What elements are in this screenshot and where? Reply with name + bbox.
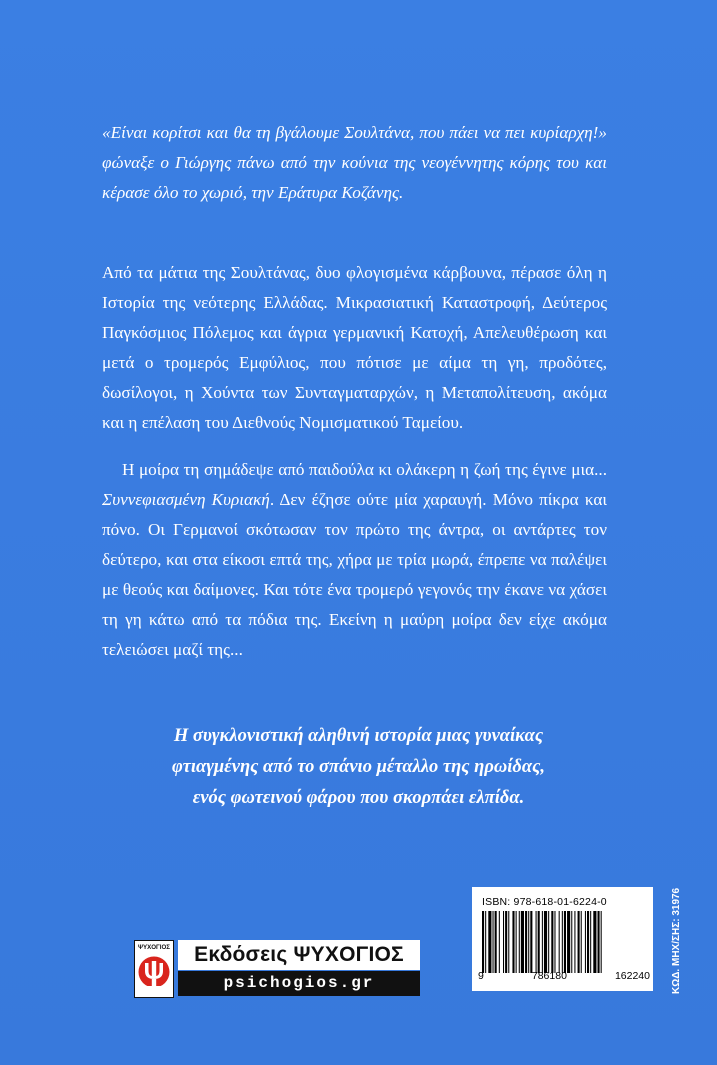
tagline-line: Η συγκλονιστική αληθινή ιστορία μιας γυναίκας [173, 726, 544, 746]
barcode-bar [495, 911, 497, 973]
barcode-bar [530, 911, 532, 973]
barcode-bar [519, 911, 520, 973]
fate-paragraph-start: Η μοίρα τη σημάδεψε από παιδούλα κι ολάκερη η ζωή της έγινε μια... [122, 460, 607, 479]
barcode-bar [493, 911, 494, 973]
fate-paragraph-end: . Δεν έζησε ούτε μία χαραυγή. Μόνο πίκρα και πόνο. Οι Γερμανοί σκότωσαν τον πρώτο της άντρα, οι αντάρτες τον δεύτερο, και στα είκοσι επτά της, χήρα με τρία μωρά, έπρεπε να παλέψει με θεούς και δαίμονες. Και τότε ένα τρομερό γεγονός την έκανε να χάσει τη γη κάτω από τα πόδια της. Εκείνη η μαύρη μοίρα δεν είχε ακόμα τελειώσει μαζί της... [102, 490, 607, 659]
barcode-bar [525, 911, 527, 973]
intro-paragraph: «Είναι κορίτσι και θα τη βγάλουμε Σουλτάνα, που πάει να πει κυρίαρχη!» φώναξε ο Γιώργης πάνω από την κούνια της νεογέννητης κόρης του και κέρασε όλο το χωριό, την Εράτυρα Κοζάνης. [102, 123, 607, 202]
barcode-bar [538, 911, 540, 973]
barcode-bar [567, 911, 570, 973]
barcode-bar [528, 911, 529, 973]
barcode-bar [536, 911, 537, 973]
tagline [60, 721, 657, 814]
barcode-bar [554, 911, 555, 973]
barcode-digit-group: 786180 [531, 970, 567, 982]
barcode-bar [581, 911, 582, 973]
publisher-name: Εκδόσεις ΨΥΧΟΓΙΟΣ [178, 940, 420, 970]
history-paragraph: Από τα μάτια της Σουλτάνας, δυο φλογισμένα κάρβουνα, πέρασε όλη η Ιστορία της νεότερης Ελλάδας. Μικρασιατική Καταστροφή, Δεύτερος Παγκόσμιος Πόλεμος και άγρια γερμανική Κατοχή, Απελευθέρωση και μετά ο τρομερός Εμφύλιος, που πότισε με αίμα τη γη, προδότες, δωσίλογοι, η Χούντα των Συνταγματαρχών, η Μεταπολίτευση, ακόμα και η επέλαση του Διεθνούς Νομισματικού Ταμείου. [102, 263, 607, 432]
barcode-bar [508, 911, 509, 973]
barcode-bar [488, 911, 491, 973]
barcode-bar [521, 911, 524, 973]
isbn-label: ISBN: 978-618-01-6224-0 [482, 896, 607, 908]
barcode-digit-group: 162240 [614, 970, 650, 982]
barcode-bar [544, 911, 547, 973]
barcode-bar [482, 911, 484, 973]
barcode-bar [590, 911, 591, 973]
barcode-bar [601, 911, 602, 973]
barcode-bar [516, 911, 517, 973]
barcode-bar [503, 911, 504, 973]
isbn-barcode [472, 887, 653, 991]
emblem-text: ΨΥΧΟΓΙΟΣ [137, 944, 171, 951]
barcode-bar [564, 911, 566, 973]
publisher-url: psichogios.gr [178, 971, 420, 996]
tagline-line: ενός φωτεινού φάρου που σκορπάει ελπίδα. [192, 788, 525, 808]
barcode-bar [562, 911, 563, 973]
barcode-bar [512, 911, 514, 973]
barcode-bar [598, 911, 600, 973]
barcode-digits [478, 970, 650, 982]
barcode-bar [593, 911, 596, 973]
barcode-bar [574, 911, 575, 973]
barcode-bar [578, 911, 580, 973]
barcode-bar [559, 911, 560, 973]
product-code: ΚΩΔ. ΜΗΧ/ΣΗΣ: 31976 [671, 887, 682, 995]
barcode-bar [551, 911, 553, 973]
barcode-bar [587, 911, 589, 973]
barcode-bar [542, 911, 543, 973]
book-title-mention: Συννεφιασμένη Κυριακή [102, 490, 270, 509]
barcode-bar [485, 911, 486, 973]
barcode-digit-group: 9 [478, 970, 484, 982]
tagline-line: φτιαγμένης από το σπάνιο μέταλλο της ηρωίδας, [172, 757, 545, 777]
barcode-bar [505, 911, 507, 973]
barcode-bars [482, 911, 642, 973]
fate-paragraph [102, 455, 607, 665]
barcode-bar [571, 911, 572, 973]
publisher-logo [134, 940, 424, 996]
barcode-bar [548, 911, 549, 973]
barcode-bar [585, 911, 586, 973]
barcode-bar [499, 911, 500, 973]
psi-icon [134, 940, 174, 998]
